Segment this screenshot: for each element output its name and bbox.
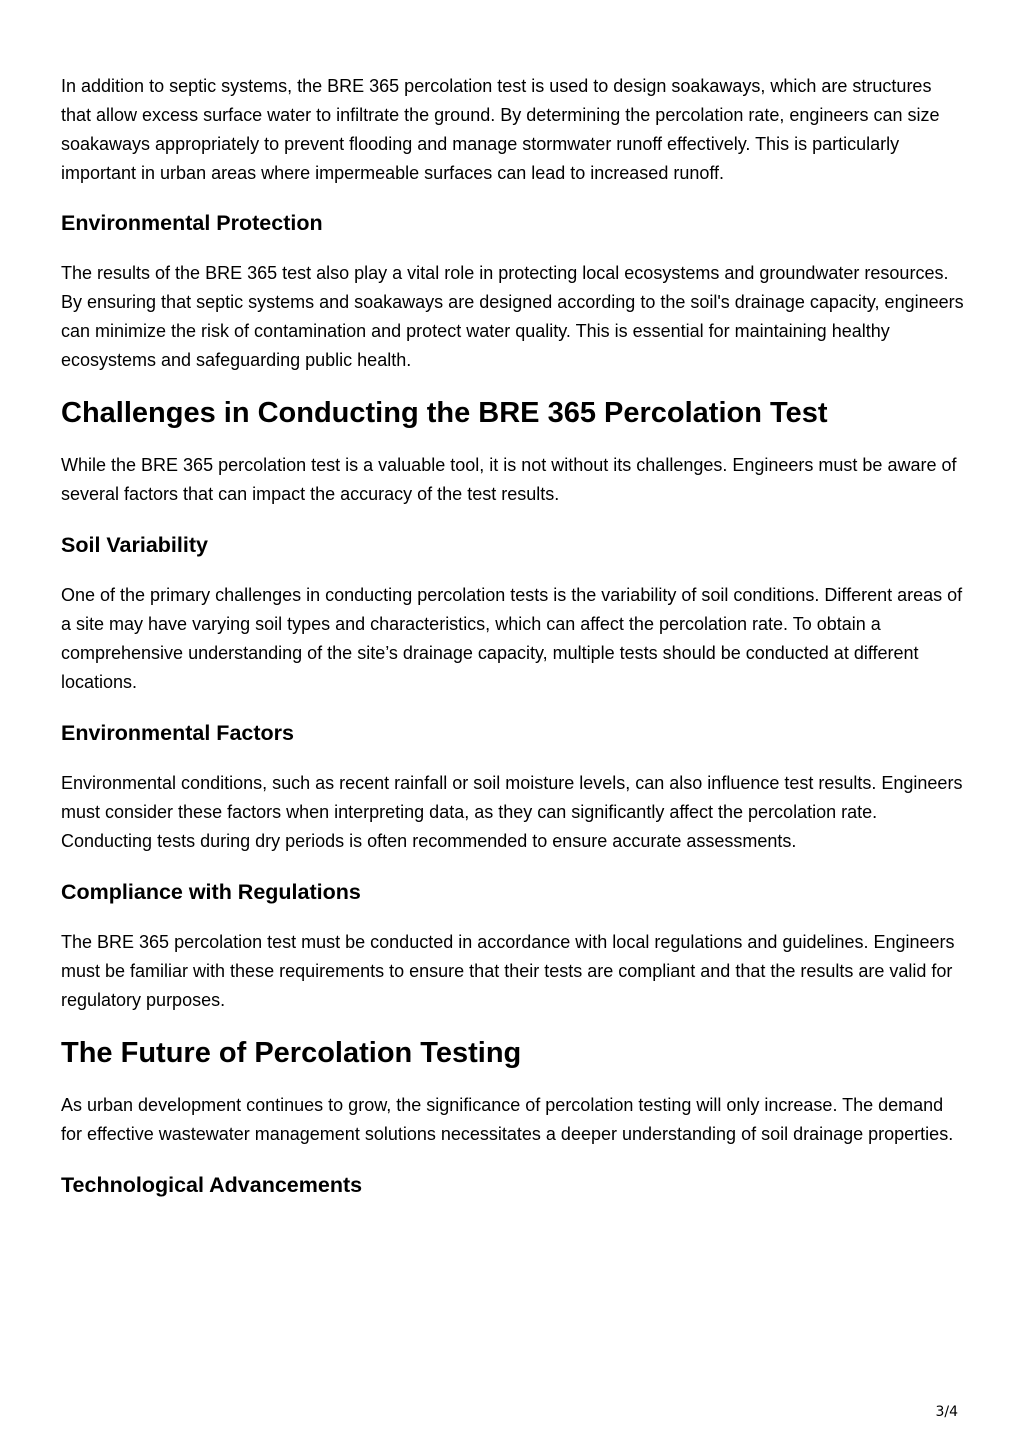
paragraph-soil-variability: One of the primary challenges in conducting percolation tests is the variability of soil conditions. Different areas of a site may have varying soil types and characteristics, which can affect the percolation rate. To obtain a comprehensive understanding of the site’s drainage capacity, multiple tests should be conducted at different locations. (61, 585, 963, 692)
heading-soil-variability: Soil Variability (61, 533, 208, 557)
paragraph-compliance: The BRE 365 percolation test must be conducted in accordance with local regulations and guidelines. Engineers must be familiar with these requirements to ensure that their tests are compliant and that the results are valid for regulatory purposes. (61, 932, 955, 1010)
heading-technological-advancements: Technological Advancements (61, 1173, 363, 1197)
paragraph-environmental-factors: Environmental conditions, such as recent rainfall or soil moisture levels, can also influence test results. Engineers must consider these factors when interpreting data, as they can significantly affect the percolation rate. Conducting tests during dry periods is often recommended to ensure accurate assessments. (61, 773, 963, 851)
heading-future: The Future of Percolation Testing (61, 1037, 522, 1069)
heading-environmental-factors: Environmental Factors (61, 721, 294, 745)
heading-challenges: Challenges in Conducting the BRE 365 Percolation Test (61, 397, 828, 429)
paragraph-environmental-protection: The results of the BRE 365 test also play a vital role in protecting local ecosystems and groundwater resources. By ensuring that septic systems and soakaways are designed according to the soil's drainage capacity, engineers can minimize the risk of contamination and protect water quality. This is essential for maintaining healthy ecosystems and safeguarding public health. (61, 263, 964, 370)
document-page (61, 70, 966, 1199)
paragraph-soakaways: In addition to septic systems, the BRE 365 percolation test is used to design soakaways, which are structures that allow excess surface water to infiltrate the ground. By determining the percolation rate, engineers can size soakaways appropriately to prevent flooding and manage stormwater runoff effectively. This is particularly important in urban areas where impermeable surfaces can lead to increased runoff. (61, 76, 940, 183)
page-number: 3/4 (935, 1404, 958, 1420)
heading-environmental-protection: Environmental Protection (61, 211, 323, 235)
heading-compliance: Compliance with Regulations (61, 880, 361, 904)
paragraph-challenges-intro: While the BRE 365 percolation test is a valuable tool, it is not without its challenges. Engineers must be aware of several factors that can impact the accuracy of the test results. (61, 455, 957, 504)
paragraph-future: As urban development continues to grow, the significance of percolation testing will only increase. The demand for effective wastewater management solutions necessitates a deeper understanding of soil drainage properties. (61, 1095, 954, 1144)
